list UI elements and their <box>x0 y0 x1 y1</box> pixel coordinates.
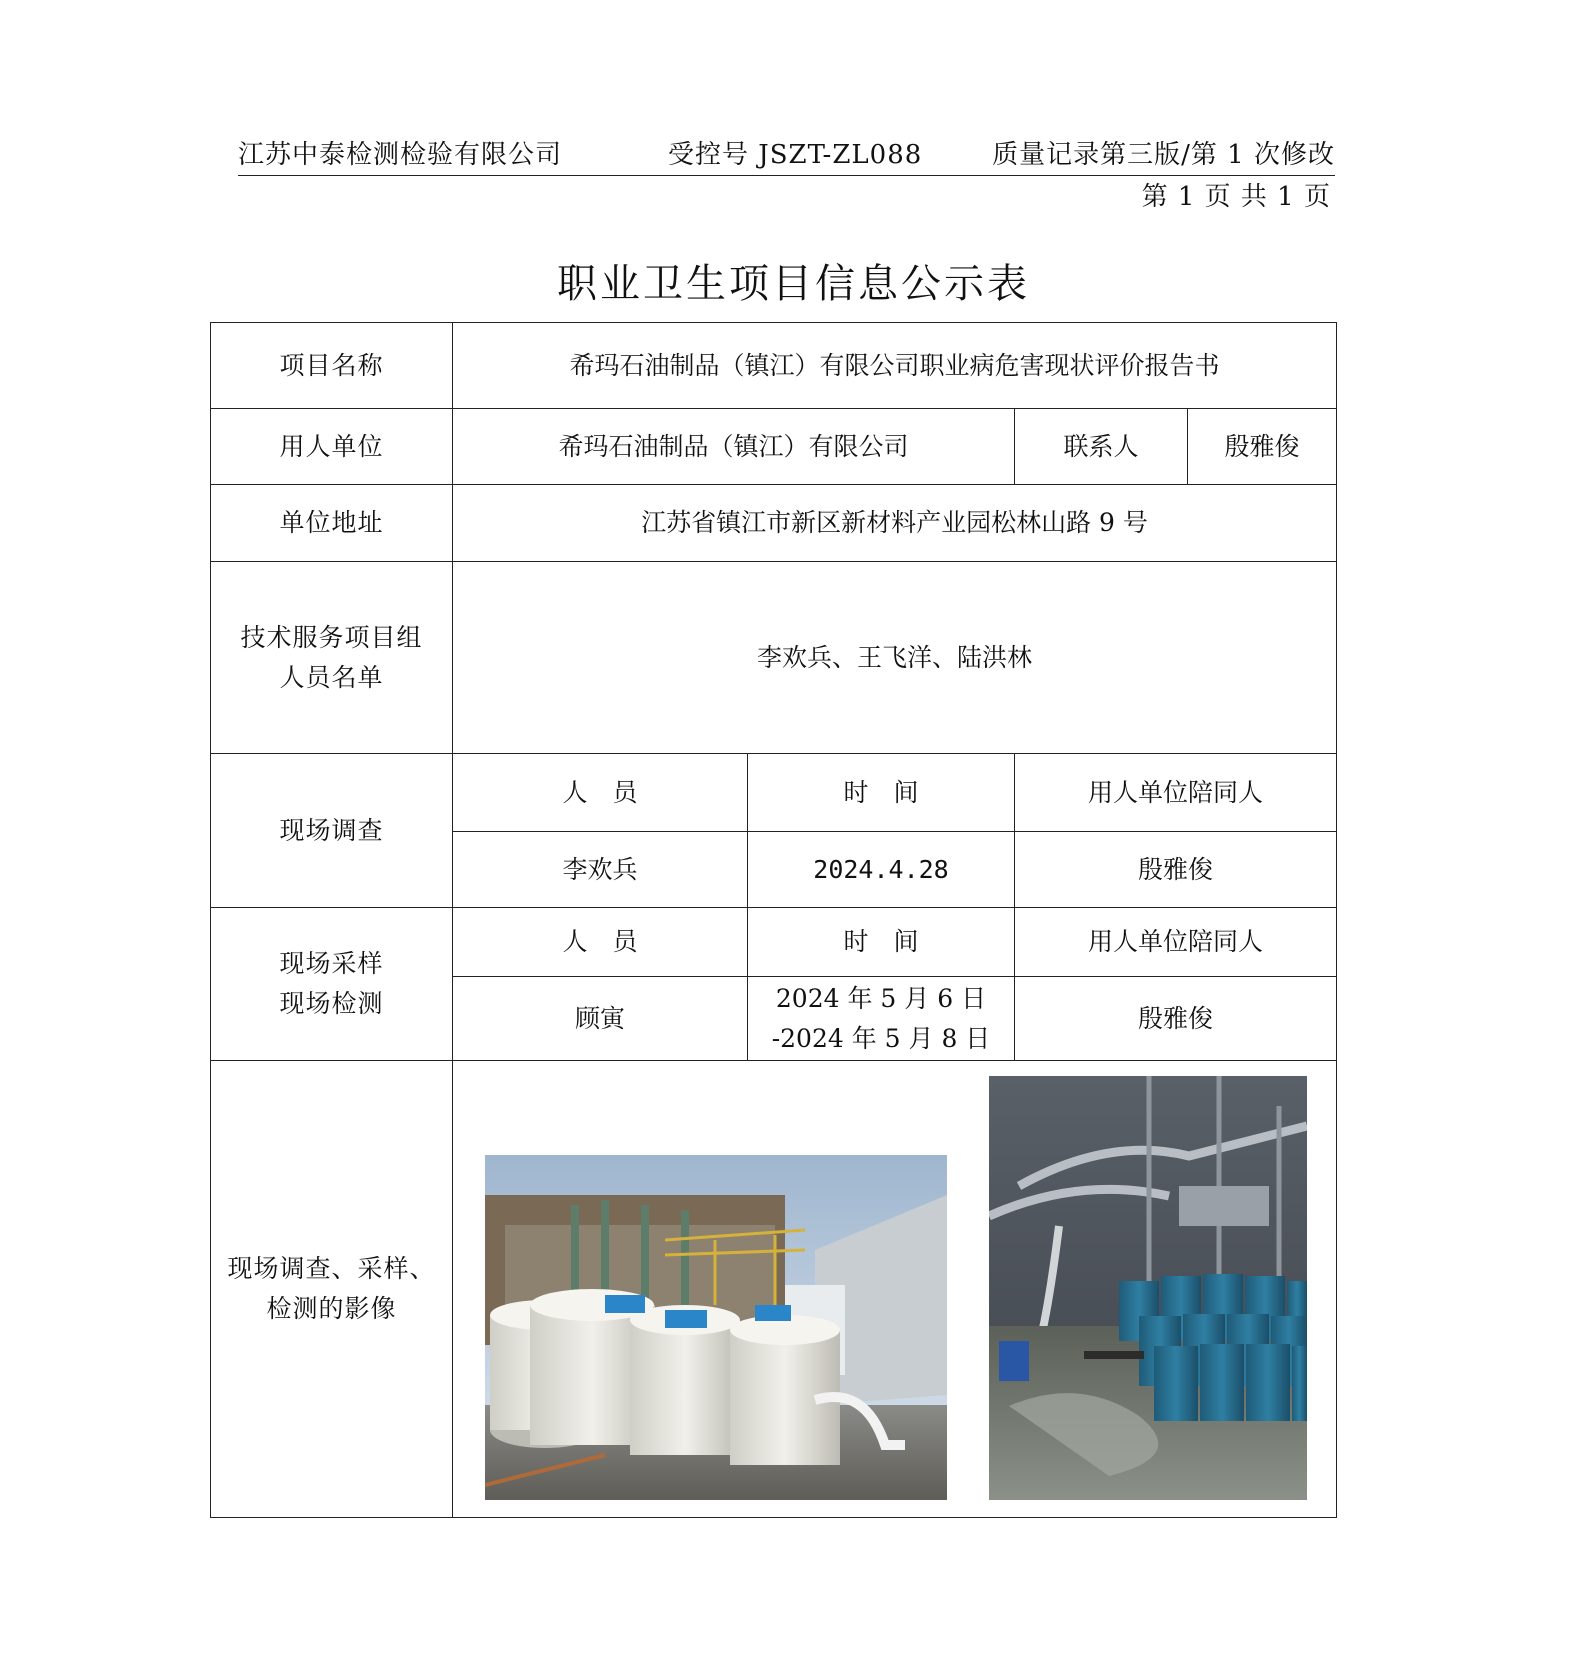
sampling-label-line2: 现场检测 <box>279 989 384 1018</box>
row-team <box>211 562 1337 754</box>
sampling-label <box>211 908 453 1061</box>
project-name-value: 希玛石油制品（镇江）有限公司职业病危害现状评价报告书 <box>453 323 1337 409</box>
survey-col-personnel: 人 员 <box>453 754 748 832</box>
images-cell <box>453 1061 1337 1518</box>
row-employer <box>211 409 1337 485</box>
address-label: 单位地址 <box>211 485 453 562</box>
document-title: 职业卫生项目信息公示表 <box>557 261 1030 307</box>
sampling-person: 顾寅 <box>453 977 748 1061</box>
address-value: 江苏省镇江市新区新材料产业园松林山路 9 号 <box>453 485 1337 562</box>
employer-label: 用人单位 <box>211 409 453 485</box>
sampling-col-time: 时 间 <box>748 908 1015 977</box>
survey-person: 李欢兵 <box>453 832 748 908</box>
employer-value: 希玛石油制品（镇江）有限公司 <box>453 409 1015 485</box>
header-control-number: 受控号 JSZT-ZL088 <box>668 140 923 170</box>
team-label-line2: 人员名单 <box>279 662 384 692</box>
site-photo-drums <box>989 1076 1307 1500</box>
contact-label: 联系人 <box>1015 409 1188 485</box>
sampling-col-personnel: 人 员 <box>453 908 748 977</box>
header-edition: 质量记录第三版/第 1 次修改 <box>992 140 1335 170</box>
row-project-name <box>211 323 1337 409</box>
row-address <box>211 485 1337 562</box>
page-number: 第 1 页 共 1 页 <box>1141 182 1331 212</box>
row-survey-header <box>211 754 1337 832</box>
images-label <box>211 1061 453 1518</box>
sampling-time <box>748 977 1015 1061</box>
team-label-line1: 技术服务项目组 <box>240 622 423 652</box>
sampling-col-companion: 用人单位陪同人 <box>1015 908 1337 977</box>
project-name-label: 项目名称 <box>211 323 453 409</box>
header-company: 江苏中泰检测检验有限公司 <box>238 140 563 170</box>
survey-label: 现场调查 <box>211 754 453 908</box>
row-sampling-header <box>211 908 1337 977</box>
sampling-label-line1: 现场采样 <box>279 949 384 978</box>
survey-col-companion: 用人单位陪同人 <box>1015 754 1337 832</box>
row-images <box>211 1061 1337 1518</box>
team-label <box>211 562 453 754</box>
survey-time: 2024.4.28 <box>748 832 1015 908</box>
images-label-line2: 检测的影像 <box>266 1294 397 1323</box>
contact-value: 殷雅俊 <box>1188 409 1337 485</box>
sampling-time-line2: -2024 年 5 月 8 日 <box>771 1023 991 1053</box>
images-label-line1: 现场调查、采样、 <box>227 1254 436 1283</box>
team-members-value: 李欢兵、王飞洋、陆洪林 <box>453 562 1337 754</box>
survey-companion: 殷雅俊 <box>1015 832 1337 908</box>
sampling-companion: 殷雅俊 <box>1015 977 1337 1061</box>
sampling-time-line1: 2024 年 5 月 6 日 <box>775 983 987 1013</box>
info-table <box>210 322 1337 1518</box>
survey-col-time: 时 间 <box>748 754 1015 832</box>
site-photo-tanks <box>485 1155 947 1500</box>
